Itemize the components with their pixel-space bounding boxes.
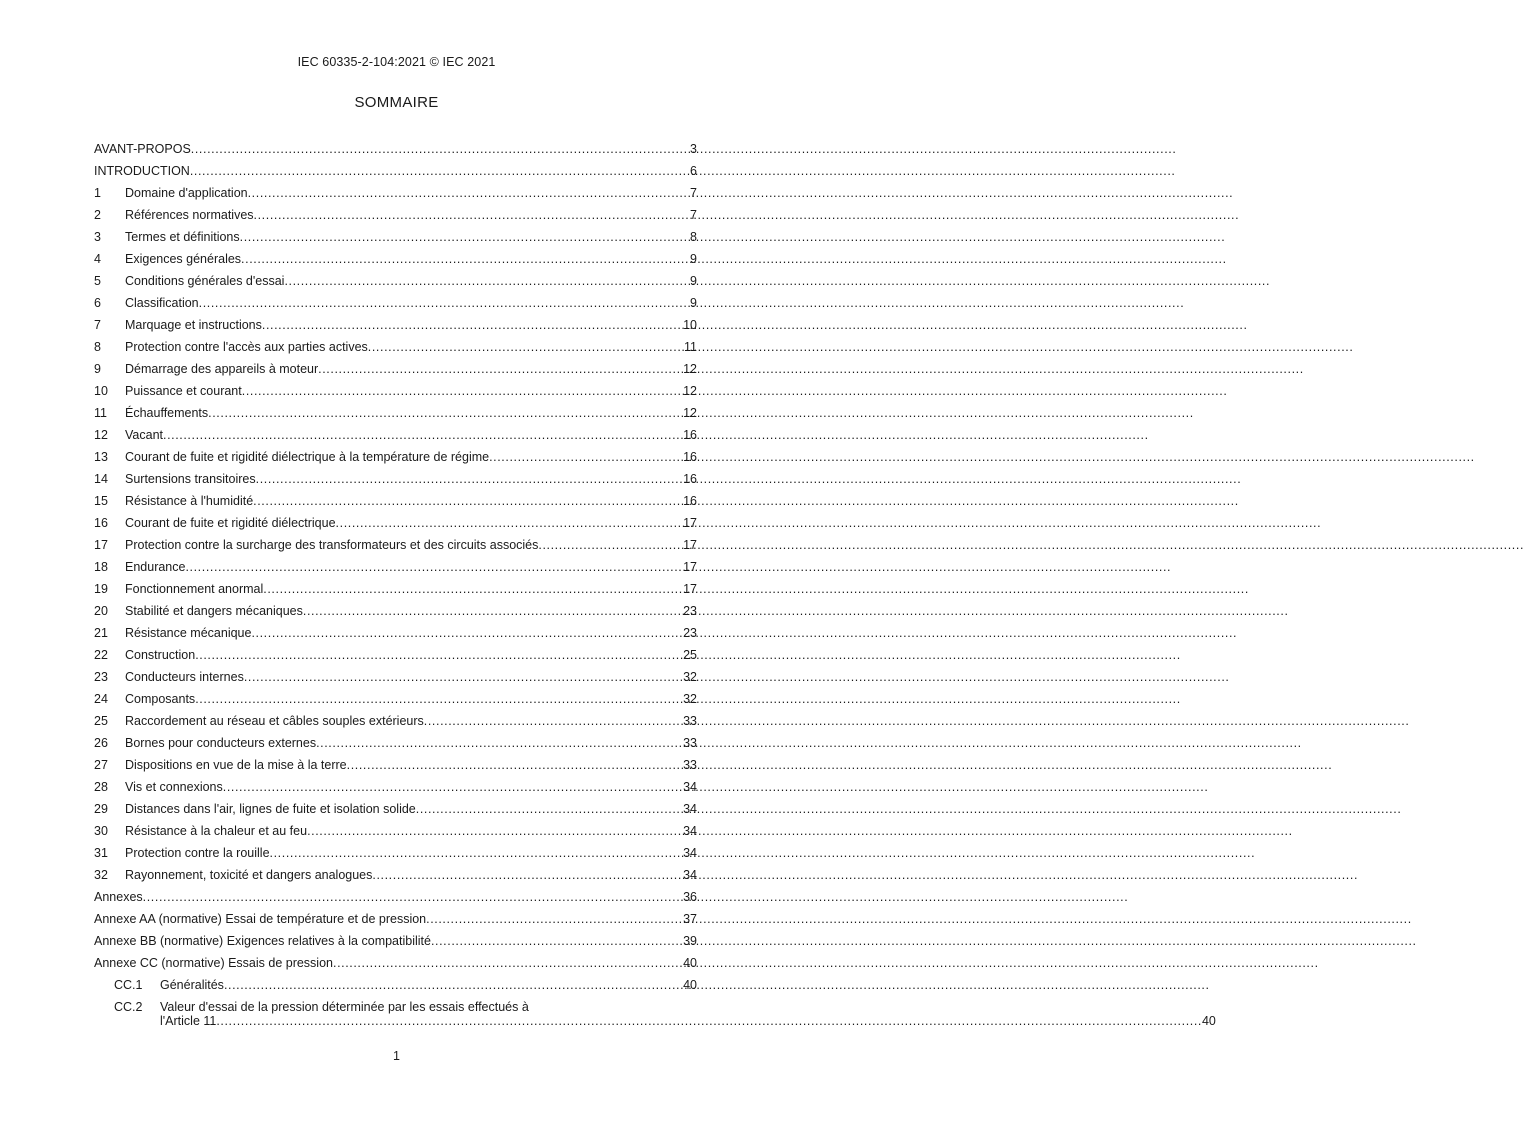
dot-leader	[336, 512, 684, 534]
toc-entry-number: 31	[94, 846, 108, 860]
toc-entry-number: 12	[94, 428, 108, 442]
toc-entry-label: Courant de fuite et rigidité diélectrique	[125, 516, 336, 530]
toc-entry-page: 32	[683, 670, 697, 684]
toc-entry[interactable]	[94, 622, 697, 644]
toc-entry[interactable]	[94, 534, 697, 556]
toc-entry-number: 27	[94, 758, 108, 772]
toc-entry-number: 24	[94, 692, 108, 706]
toc-entry[interactable]	[94, 952, 697, 974]
toc-entry[interactable]	[94, 468, 697, 490]
dot-leader	[372, 864, 683, 886]
toc-entry-page: 6	[690, 164, 697, 178]
toc-entry-number: 25	[94, 714, 108, 728]
toc-entry-page: 36	[683, 890, 697, 904]
toc-entry-label: Conducteurs internes	[125, 670, 244, 684]
toc-entry-number: 30	[94, 824, 108, 838]
page-title: SOMMAIRE	[354, 94, 439, 111]
toc-entry-label: Termes et définitions	[125, 230, 240, 244]
toc-entry-page: 12	[683, 406, 697, 420]
dot-leader	[333, 952, 683, 974]
toc-entry-page: 16	[683, 494, 697, 508]
toc-entry-page: 25	[683, 648, 697, 662]
toc-entry-number: CC.2	[114, 1000, 143, 1014]
toc-entry-page: 23	[683, 626, 697, 640]
toc-entry-number: 15	[94, 494, 108, 508]
toc-entry[interactable]	[94, 204, 697, 226]
dot-leader	[251, 622, 683, 644]
toc-entry-label: Annexe BB (normative) Exigences relatives à la compatibilité	[94, 934, 431, 948]
toc-entry-page: 9	[690, 296, 697, 310]
toc-entry-label: Généralités	[160, 978, 224, 992]
toc-entry[interactable]	[94, 490, 697, 512]
toc-subentry-multiline[interactable]	[94, 996, 1216, 1028]
toc-entry-number: 21	[94, 626, 108, 640]
toc-entry-label: Puissance et courant	[125, 384, 242, 398]
dot-leader	[262, 314, 683, 336]
toc-entry-number: 29	[94, 802, 108, 816]
toc-entry-number: 6	[94, 296, 101, 310]
toc-entry-page: 34	[683, 868, 697, 882]
toc-entry-number: 26	[94, 736, 108, 750]
toc-entry-page: 32	[683, 692, 697, 706]
dot-leader	[416, 798, 683, 820]
toc-entry-label: AVANT-PROPOS	[94, 142, 191, 156]
toc-entry-number: 1	[94, 186, 101, 200]
toc-entry-label: Exigences générales	[125, 252, 242, 266]
dot-leader	[426, 908, 683, 930]
toc-entry-number: 19	[94, 582, 108, 596]
page-number: 1	[393, 1049, 400, 1063]
toc-entry-label: Résistance à l'humidité	[125, 494, 254, 508]
dot-leader	[163, 424, 683, 446]
toc-entry-number: 4	[94, 252, 101, 266]
toc-entry-number: 18	[94, 560, 108, 574]
toc-entry-label: Vacant	[125, 428, 163, 442]
toc-entry-page: 40	[683, 978, 697, 992]
toc-entry-number: 8	[94, 340, 101, 354]
toc-entry-page: 12	[683, 362, 697, 376]
toc-entry[interactable]	[94, 688, 697, 710]
toc-entry-label: Stabilité et dangers mécaniques	[125, 604, 303, 618]
dot-leader	[270, 842, 684, 864]
toc-entry-label: Annexes	[94, 890, 143, 904]
toc-entry-page: 12	[683, 384, 697, 398]
toc-entry-number: 13	[94, 450, 108, 464]
dot-leader	[240, 226, 690, 248]
toc-entry-page: 34	[683, 780, 697, 794]
toc-entry[interactable]	[94, 930, 697, 952]
toc-entry[interactable]	[94, 182, 697, 204]
toc-entry[interactable]	[94, 666, 697, 688]
toc-entry[interactable]	[94, 512, 697, 534]
toc-entry[interactable]	[94, 754, 697, 776]
toc-entry-page: 17	[683, 560, 697, 574]
toc-entry-page: 33	[683, 736, 697, 750]
toc-entry-number: 16	[94, 516, 108, 530]
toc-entry-number: 17	[94, 538, 108, 552]
toc-entry-label-line2: l'Article 11	[160, 1014, 217, 1028]
toc-entry-label: Résistance à la chaleur et au feu	[125, 824, 308, 838]
dot-leader	[347, 754, 683, 776]
toc-entry[interactable]	[94, 776, 697, 798]
dot-leader	[195, 644, 683, 666]
toc-entry-label: Bornes pour conducteurs externes	[125, 736, 317, 750]
dot-leader	[316, 732, 683, 754]
dot-leader	[248, 182, 690, 204]
dot-leader	[368, 336, 684, 358]
toc-entry-page: 39	[683, 934, 697, 948]
dot-leader	[185, 556, 683, 578]
toc-entry-number: 22	[94, 648, 108, 662]
toc-entry[interactable]	[94, 710, 697, 732]
toc-entry[interactable]	[94, 402, 697, 424]
toc-entry-number: CC.1	[114, 978, 143, 992]
dot-leader	[223, 776, 683, 798]
toc-entry-page: 3	[690, 142, 697, 156]
toc-entry[interactable]	[94, 886, 697, 908]
dot-leader	[199, 292, 690, 314]
dot-leader	[253, 490, 683, 512]
toc-entry-page: 40	[1201, 1014, 1216, 1028]
dot-leader	[191, 138, 690, 160]
toc-entry-page: 23	[683, 604, 697, 618]
toc-entry-label-line1: Valeur d'essai de la pression déterminée par les essais effectués à	[160, 1000, 529, 1014]
toc-entry-label: Protection contre l'accès aux parties actives	[125, 340, 368, 354]
toc-entry-label: Endurance	[125, 560, 186, 574]
toc-entry[interactable]	[94, 600, 697, 622]
dot-leader	[195, 688, 683, 710]
toc-entry-page: 17	[683, 516, 697, 530]
toc-entry-label: Démarrage des appareils à moteur	[125, 362, 319, 376]
toc-entry-label: Échauffements	[125, 406, 209, 420]
toc-entry[interactable]	[94, 380, 697, 402]
dot-leader	[489, 446, 683, 468]
toc-entry-page: 8	[690, 230, 697, 244]
dot-leader	[241, 248, 690, 270]
toc-entry-number: 20	[94, 604, 108, 618]
toc-entry-label: Classification	[125, 296, 199, 310]
toc-entry-page: 33	[683, 758, 697, 772]
toc-entry[interactable]	[94, 226, 697, 248]
toc-entry-label: Conditions générales d'essai	[125, 274, 285, 288]
toc-entry-number: 14	[94, 472, 108, 486]
toc-entry-number: 32	[94, 868, 108, 882]
dot-leader	[424, 710, 683, 732]
toc-entry[interactable]	[94, 798, 697, 820]
dot-leader	[190, 160, 690, 182]
toc-entry-label: Composants	[125, 692, 196, 706]
dot-leader	[254, 204, 691, 226]
toc-entry-page: 16	[683, 450, 697, 464]
toc-entry-page: 16	[683, 472, 697, 486]
toc-entry-page: 34	[683, 824, 697, 838]
toc-entry[interactable]	[94, 446, 697, 468]
toc-entry[interactable]	[94, 270, 697, 292]
toc-entry-label: Surtensions transitoires	[125, 472, 256, 486]
document-header: IEC 60335-2-104:2021 © IEC 2021	[297, 55, 496, 69]
toc-entry[interactable]	[94, 358, 697, 380]
toc-entry[interactable]	[94, 908, 697, 930]
toc-entry-page: 34	[683, 846, 697, 860]
toc-entry-label: Raccordement au réseau et câbles souples extérieurs	[125, 714, 424, 728]
dot-leader	[263, 578, 683, 600]
toc-entry[interactable]	[94, 732, 697, 754]
toc-entry-number: 23	[94, 670, 108, 684]
toc-entry[interactable]	[94, 578, 697, 600]
toc-entry-page: 34	[683, 802, 697, 816]
toc-entry[interactable]	[94, 138, 697, 160]
toc-entry-page: 9	[690, 274, 697, 288]
toc-entry-number: 5	[94, 274, 101, 288]
dot-leader	[307, 820, 683, 842]
toc-entry-number: 3	[94, 230, 101, 244]
dot-leader	[242, 380, 683, 402]
toc-entry-number: 11	[94, 406, 107, 420]
dot-leader	[431, 930, 683, 952]
toc-entry-label: Vis et connexions	[125, 780, 223, 794]
toc-entry[interactable]	[94, 644, 697, 666]
toc-entry-number: 7	[94, 318, 101, 332]
dot-leader	[303, 600, 683, 622]
toc-entry-page: 7	[690, 208, 697, 222]
toc-entry-label: Annexe AA (normative) Essai de température et de pression	[94, 912, 427, 926]
toc-entry[interactable]	[94, 336, 697, 358]
toc-entry-label: Dispositions en vue de la mise à la terre	[125, 758, 347, 772]
toc-entry[interactable]	[94, 160, 697, 182]
dot-leader	[224, 974, 683, 996]
toc-entry-page: 7	[690, 186, 697, 200]
toc-entry-label: Résistance mécanique	[125, 626, 252, 640]
toc-entry-label: Protection contre la surcharge des transformateurs et des circuits associés	[125, 538, 539, 552]
toc-entry-label: Rayonnement, toxicité et dangers analogues	[125, 868, 373, 882]
toc-entry-page: 40	[683, 956, 697, 970]
toc-entry-label: Références normatives	[125, 208, 254, 222]
toc-entry-number: 10	[94, 384, 108, 398]
toc-entry[interactable]	[94, 842, 697, 864]
toc-entry-label: Marquage et instructions	[125, 318, 262, 332]
toc-entry-page: 33	[683, 714, 697, 728]
toc-entry[interactable]	[94, 820, 697, 842]
toc-entry-label: Courant de fuite et rigidité diélectrique à la température de régime	[125, 450, 490, 464]
toc-entry[interactable]	[94, 292, 697, 314]
toc-entry-page: 9	[690, 252, 697, 266]
toc-entry[interactable]	[94, 864, 697, 886]
toc-entry-number: 9	[94, 362, 101, 376]
toc-entry-page: 17	[683, 582, 697, 596]
toc-entry[interactable]	[94, 424, 697, 446]
dot-leader	[216, 1014, 1202, 1028]
dot-leader	[318, 358, 683, 380]
toc-entry-number: 28	[94, 780, 108, 794]
table-of-contents	[94, 138, 1216, 1028]
dot-leader	[538, 534, 683, 556]
dot-leader	[284, 270, 690, 292]
toc-entry-label: Fonctionnement anormal	[125, 582, 264, 596]
toc-entry-label: Distances dans l'air, lignes de fuite et isolation solide	[125, 802, 416, 816]
dot-leader	[244, 666, 683, 688]
dot-leader	[208, 402, 683, 424]
toc-entry[interactable]	[94, 314, 697, 336]
toc-entry[interactable]	[94, 556, 697, 578]
toc-entry-page: 37	[683, 912, 697, 926]
dot-leader	[143, 886, 683, 908]
toc-entry-label: Annexe CC (normative) Essais de pression	[94, 956, 333, 970]
dot-leader	[256, 468, 683, 490]
toc-entry-label: Protection contre la rouille	[125, 846, 270, 860]
toc-entry-label: Construction	[125, 648, 196, 662]
toc-entry-page: 17	[683, 538, 697, 552]
toc-subentry[interactable]	[94, 974, 697, 996]
toc-entry-number: 2	[94, 208, 101, 222]
toc-entry-page: 10	[683, 318, 697, 332]
toc-entry[interactable]	[94, 248, 697, 270]
toc-entry-page: 11	[684, 340, 697, 354]
toc-entry-label: Domaine d'application	[125, 186, 248, 200]
toc-entry-label: INTRODUCTION	[94, 164, 190, 178]
toc-entry-page: 16	[683, 428, 697, 442]
